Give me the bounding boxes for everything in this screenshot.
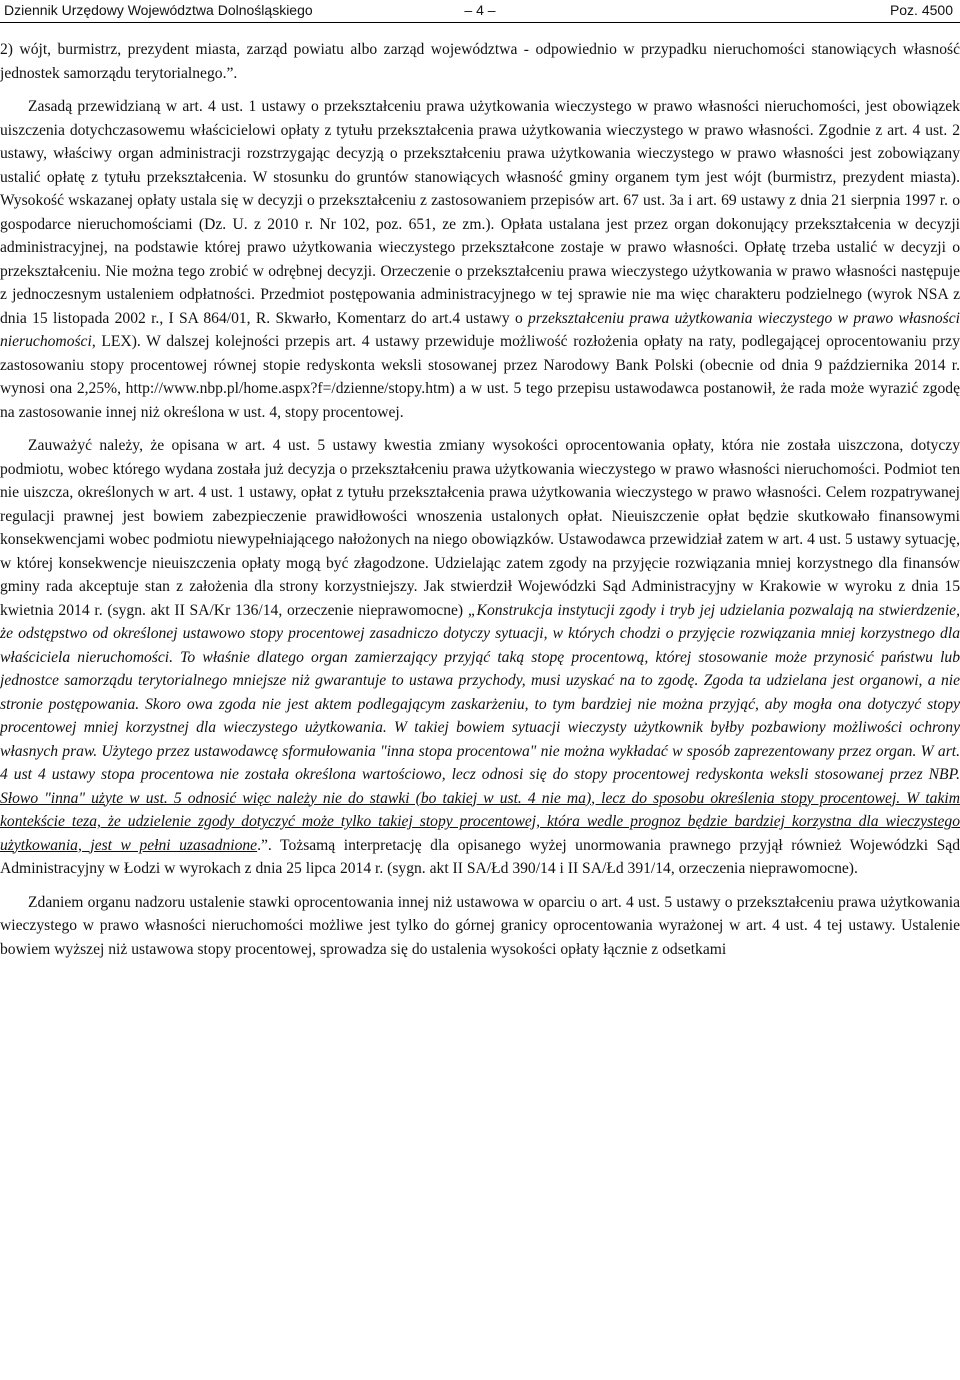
journal-title: Dziennik Urzędowy Województwa Dolnośląskiego xyxy=(4,2,313,18)
paragraph-list-item-2: 2) wójt, burmistrz, prezydent miasta, zarząd powiatu albo zarząd województwa - odpowiednio w przypadku nieruchomości stanowiących własność jednostek samorządu terytorialnego.”. xyxy=(0,41,960,82)
paragraph-text-tail: .”. Tożsamą interpretację dla opisanego wyżej unormowania prawnego przyjął również Wojewódzki Sąd Administracyjny w Łodzi w wyrokach z dnia 25 lipca 2014 r. (sygn. akt II SA/Łd 390/14 i II SA/Łd 391/14, orzeczenia nieprawomocne). xyxy=(0,836,960,877)
page-number: – 4 – xyxy=(464,2,496,18)
paragraph-fee-principle xyxy=(0,95,960,424)
paragraph-text-tail: , LEX). W dalszej kolejności przepis art. 4 ustawy przewiduje możliwość rozłożenia opłaty na raty, podlegającej oprocentowaniu przy zastosowaniu stopy procentowej równej stopie redyskonta weksli stosowanej przez Narodowy Bank Polski (obecnie od dnia 9 października 2014 r. wynosi ona 2,25%, http://www.nbp.pl/home.aspx?f=/dzienne/stopy.htm) a w ust. 5 tego przepisu ustawodawca postanowił, że rada może wyrazić zgodę na zastosowanie innej niż określona w ust. 4, stopy procentowej. xyxy=(0,333,960,421)
court-quote: „Konstrukcja instytucji zgody i tryb jej udzielania pozwalają na stwierdzenie, że odstępstwo od określonej ustawowo stopy procentowej zasadniczo dotyczy sytuacji, w których chodzi o przyjęcie rozwiązania mniej korzystnego dla właściciela nieruchomości. To właśnie dlatego organ zamierzający przyjąć taką stopę procentową, której stosowanie może przynosić państwu lub jednostce samorządu terytorialnego mniejsze niż gwarantuje to ustawa przychody, musi uzyskać na to zgodę. Zgoda ta udzielana jest organowi, a nie stronie postępowania. Skoro owa zgoda nie jest aktem podlegającym zaskarżeniu, to tym bardziej nie można przyjąć, aby mogła ona dotyczyć stopy procentowej mniej korzystnej dla wieczystego użytkowania. W takiej bowiem sytuacji wieczysty użytkownik byłby pozbawiony możliwości ochrony własnych praw. Użytego przez ustawodawcę sformułowania "inna stopa procentowa" nie można wykładać w sposób zaprezentowany przez organ. W art. 4 ust 4 ustawy stopa procentowa nie została określona wartościowo, lecz odnosi się do stopy procentowej redyskonta weksli stosowanej przez NBP. xyxy=(0,601,960,783)
paragraph-text: Zasadą przewidzianą w art. 4 ust. 1 ustawy o przekształceniu prawa użytkowania wieczystego w prawo własności nieruchomości, jest obowiązek uiszczenia dotychczasowemu właścicielowi opłaty z tytułu przekształcenia prawa użytkowania wieczystego w prawo własności. Zgodnie z art. 4 ust. 2 ustawy, właściwy organ administracji rozstrzygając decyzją o przekształceniu prawa użytkowania wieczystego w prawo własności jest zobowiązany ustalić opłatę z tytułu przekształcenia. W stosunku do gruntów stanowiących własność gminy organem tym jest wójt (burmistrz, prezydent miasta). Wysokość wskazanej opłaty ustala się w decyzji o przekształceniu z zastosowaniem przepisów art. 67 ust. 3a i art. 69 ustawy z dnia 21 sierpnia 1997 r. o gospodarce nieruchomościami (Dz. U. z 2010 r. Nr 102, poz. 651, ze zm.). Opłata ustalana jest przez organ dokonujący przekształcenia w decyzji administracyjnej, na podstawie której prawo użytkowania wieczystego przekształcone zostaje w prawo własności. Opłatę trzeba ustalić w decyzji o przekształceniu. Nie można tego zrobić w odrębnej decyzji. Orzeczenie o przekształceniu prawa wieczystego użytkowania w prawo własności następuje z jednoczesnym ustaleniem odpłatności. Przedmiot postępowania administracyjnego w tej sprawie nie ma więc charakteru podzielnego (wyrok NSA z dnia 15 listopada 2002 r., I SA 864/01, R. Skwarło, Komentarz do art.4 ustawy o xyxy=(0,98,960,327)
page-header xyxy=(0,0,960,23)
paragraph-text: Zauważyć należy, że opisana w art. 4 ust. 5 ustawy kwestia zmiany wysokości oprocentowania opłaty, która nie została uiszczona, dotyczy podmiotu, wobec którego wydana została już decyzja o przekształceniu prawa użytkowania wieczystego w prawo własności nieruchomości. Podmiot ten nie uiszcza, określonych w art. 4 ust. 1 ustawy, opłat z tytułu przekształcenia prawa użytkowania wieczystego w prawo własności. Celem rozpatrywanej regulacji prawnej jest bowiem zabezpieczenie prawidłowości wnoszenia ustalonych opłat. Nieuiszczenie opłat będzie skutkowało finansowymi konsekwencjami wobec podmiotu niewypełniającego nałożonych na niego obowiązków. Ustawodawca przewidział zatem w art. 4 ust. 5 ustawy sytuację, w której konsekwencje nieuiszczenia opłaty mogą być złagodzone. Udzielając zatem zgody na przyjęcie rozwiązania mniej korzystnego dla finansów gminy rada akceptuje stan z założenia dla strony korzystniejszy. Jak stwierdził Wojewódzki Sąd Administracyjny w Krakowie w wyroku z dnia 15 kwietnia 2014 r. (sygn. akt II SA/Kr 136/14, orzeczenie nieprawomocne) xyxy=(0,437,960,619)
position-number: Poz. 4500 xyxy=(889,2,953,18)
paragraph-interest-rate xyxy=(0,434,960,881)
document-body xyxy=(0,38,960,961)
italic-act-title: przekształceniu prawa użytkowania wieczystego w prawo własności nieruchomości xyxy=(0,309,960,350)
paragraph-supervisory-opinion: Zdaniem organu nadzoru ustalenie stawki oprocentowania innej niż ustawowa w oparciu o art. 4 ust. 5 ustawy o przekształceniu prawa użytkowania wieczystego w prawo własności nieruchomości możliwe jest tylko do górnej granicy oprocentowania wyrażonej w art. 4 ust. 4 tej ustawy. Ustalenie bowiem wyższej niż ustawowa stopy procentowej, sprowadza się do ustalenia wysokości opłaty łącznie z odsetkami xyxy=(0,893,960,958)
underlined-quote: Słowo "inna" użyte w ust. 5 odnosić więc należy nie do stawki (bo takiej w ust. 4 nie ma), lecz do sposobu określenia stopy procentowej. W takim kontekście teza, że udzielenie zgody dotyczyć może tylko takiej stopy procentowej, która wedle prognoz będzie bardziej korzystna dla wieczystego użytkowania, jest w pełni uzasadnione xyxy=(0,789,960,854)
